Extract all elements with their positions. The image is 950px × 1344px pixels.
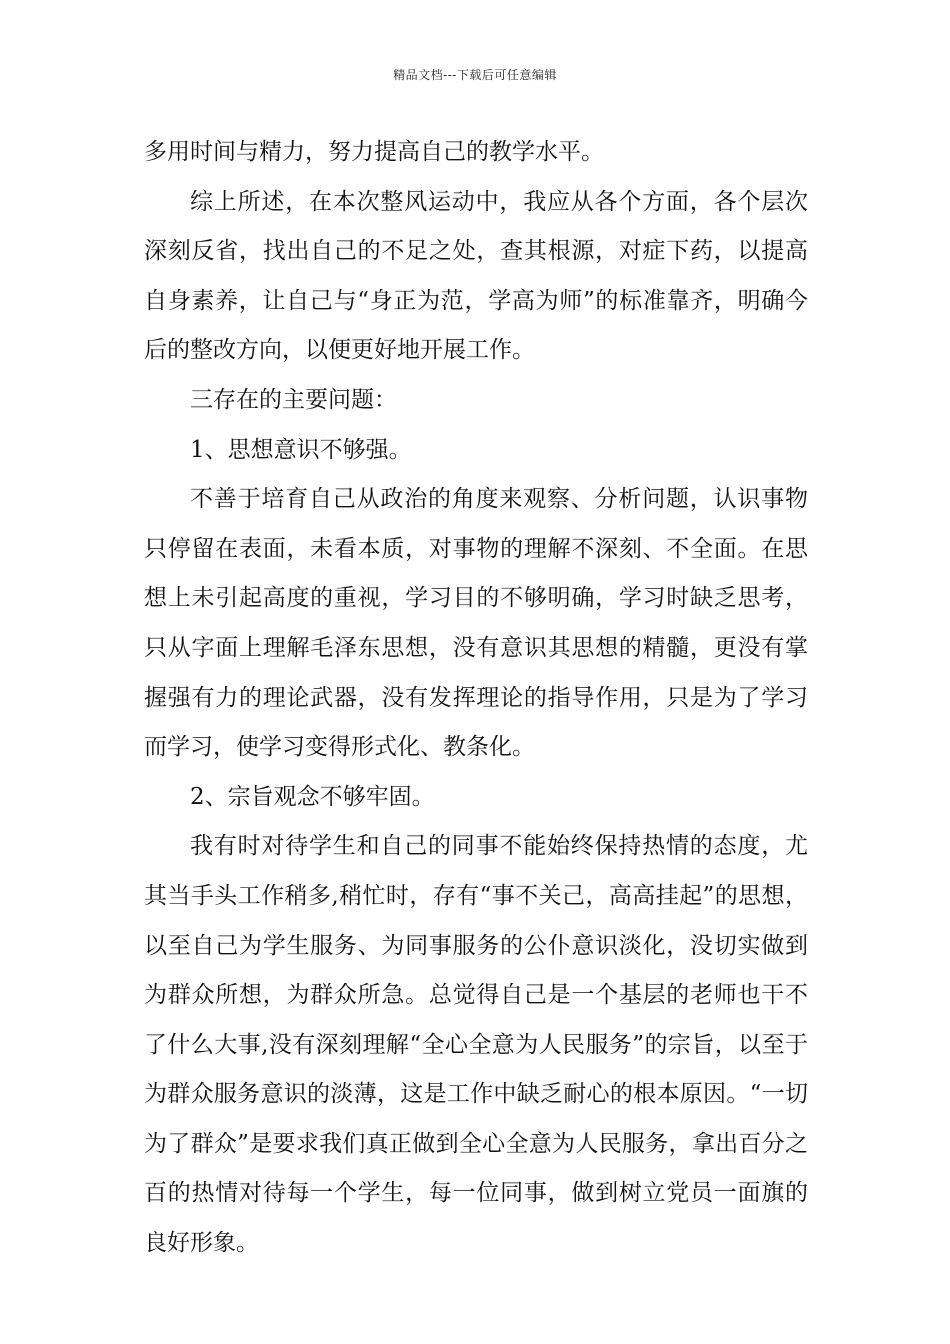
subheading-1: 1、思想意识不够强。 — [190, 436, 412, 463]
page-header: 精品文档---下载后可任意编辑 — [393, 68, 557, 82]
paragraph-1: 多用时间与精力，努力提高自己的教学水平。 — [144, 139, 604, 165]
paragraph-2: 综上所述，在本次整风运动中，我应从各个方面，各个层次深刻反省，找出自己的不足之处，查其根源，对症下药，以提高自身素养，让自己与“身正为范，学高为师”的标准靠齐，明确今后的整改方向，以便更好地开展工作。 — [144, 188, 808, 364]
document-body — [144, 128, 808, 1269]
section-heading-problems: 三存在的主要问题： — [190, 386, 397, 413]
paragraph-4: 我有时对待学生和自己的同事不能始终保持热情的态度，尤其当手头工作稍多,稍忙时，存有“事不关己，高高挂起”的思想，以至自己为学生服务、为同事服务的公仆意识淡化，没切实做到为群众所想，为群众所急。总觉得自己是一个基层的老师也干不了什么大事,没有深刻理解“全心全意为人民服务”的宗旨，以至于为群众服务意识的淡薄，这是工作中缺乏耐心的根本原因。“一切为了群众”是要求我们真正做到全心全意为人民服务，拿出百分之百的热情对待每一个学生，每一位同事，做到树立党员一面旗的良好形象。 — [144, 833, 808, 1257]
paragraph-3: 不善于培育自己从政治的角度来观察、分析问题，认识事物只停留在表面，未看本质，对事物的理解不深刻、不全面。在思想上未引起高度的重视，学习目的不够明确，学习时缺乏思考，只从字面上理解毛泽东思想，没有意识其思想的精髓，更没有掌握强有力的理论武器，没有发挥理论的指导作用，只是为了学习而学习，使学习变得形式化、教条化。 — [144, 486, 808, 761]
subheading-2: 2、宗旨观念不够牢固。 — [190, 783, 435, 810]
